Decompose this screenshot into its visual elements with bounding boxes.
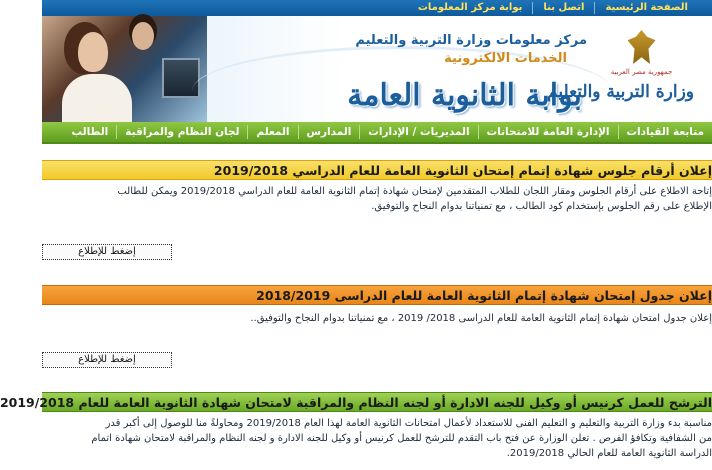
main-menu [42, 122, 712, 144]
menu-item-student[interactable]: الطالب [71, 126, 109, 138]
section-text-line: الدراسة الثانوية العامة للعام الحالي 2019/2018. [506, 448, 712, 459]
ministry-logo[interactable] [547, 30, 694, 120]
section-text-line: إعلان جدول امتحان شهادة إتمام الثانوية العامة للعام الدراسى 2018/ 2019 ، مع تمنياتنا بدوام النجاح والتوفيق.. [250, 313, 712, 324]
section-title: إعلان أرقام جلوس شهادة إتمام إمتحان الثانوية العامة للعام الدراسي 2019/2018 [42, 160, 712, 180]
menu-item-committees[interactable]: لجان النظام والمراقبة [116, 125, 247, 139]
banner-subtitle [355, 32, 587, 68]
students-photo [42, 16, 207, 122]
header-banner [42, 16, 712, 122]
menu-item-leaders[interactable]: متابعة القيادات [618, 125, 712, 139]
section-text-line: مناسبة بدء وزارة التربية والتعليم و التعليم الفنى للاستعداد لأعمال امتحانات الثانوية العامة لهذا العام 2019/2018 ومحاولةً منا للوصول إلى أكبر قدر [105, 418, 712, 429]
e-services-title: الخدمات الالكترونية [444, 51, 567, 66]
logo-title: وزارة التربية والتعليم [547, 82, 694, 102]
portal-title: بوابة الثانوية العامة [347, 78, 582, 113]
section-text-line: الإطلاع على رقم الجلوس بإستخدام كود الطالب ، مع تمنياتنا بدوام النجاح والتوفيق. [371, 201, 712, 212]
section-body [42, 412, 712, 461]
section-body [42, 180, 712, 214]
announcement-committee-nomination [0, 392, 712, 461]
top-nav-bar [42, 0, 712, 16]
view-exam-schedule-button[interactable]: إضغط للإطلاع [42, 352, 172, 368]
menu-item-exams-admin[interactable]: الإدارة العامة للامتحانات [478, 125, 618, 139]
announcement-exam-schedule [42, 285, 712, 326]
section-text-line: إتاحة الاطلاع على أرقام الجلوس ومقار اللجان للطلاب المتقدمين لإمتحان شهادة إتمام الثانوية العامة للعام الدراسي 2019/2018 ويمكن للطالب [117, 186, 712, 197]
info-center-title: مركز معلومات وزارة التربية والتعليم [355, 33, 587, 48]
section-title: إعلان جدول إمتحان شهادة إتمام الثانوية العامة للعام الدراسى 2018/2019 [42, 285, 712, 305]
top-nav-home-link[interactable]: الصفحة الرئيسية [594, 2, 698, 14]
menu-item-directorates[interactable]: المديريات / الإدارات [359, 125, 477, 139]
view-seat-numbers-button[interactable]: إضغط للإطلاع [42, 244, 172, 260]
top-nav-contact-link[interactable]: اتصل بنا [532, 2, 594, 14]
section-title: الترشح للعمل كرنيس أو وكيل للجنه الادارة أو لجنه النظام والمراقبة لامتحان شهادة الثانوية العامة للعام 2019/2018 [42, 392, 712, 412]
announcement-seat-numbers [42, 160, 712, 214]
section-text-line: من الشفافية وتكافؤ الفرص . تعلن الوزارة عن فتح باب التقدم للترشح للعمل كرنيس أو وكيل للجنه الادارة و لجنه النظام والمراقبة لامتحان شهادة اتمام [91, 433, 712, 444]
logo-caption: جمهورية مصر العربية [610, 68, 673, 76]
eagle-emblem-icon [628, 30, 656, 64]
menu-item-schools[interactable]: المدارس [298, 125, 360, 139]
menu-item-teacher[interactable]: المعلم [247, 125, 297, 139]
section-body [42, 305, 712, 326]
top-nav-info-center-link[interactable]: بوابة مركز المعلومات [417, 2, 523, 13]
